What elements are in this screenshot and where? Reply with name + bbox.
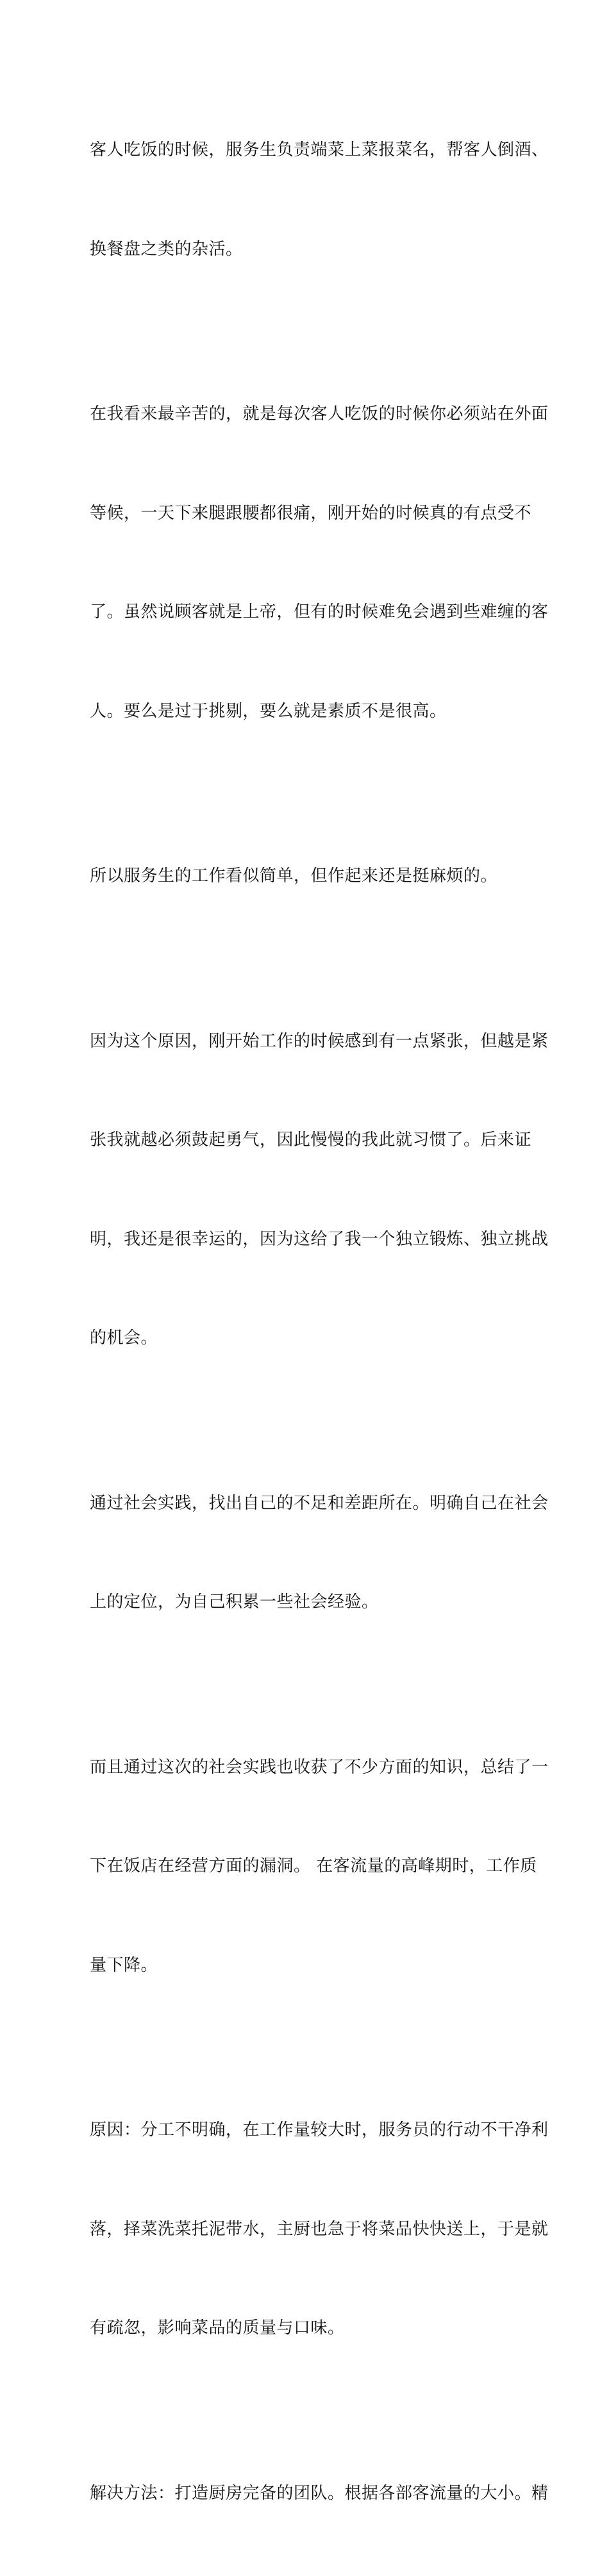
text-line: 因为这个原因，刚开始工作的时候感到有一点紧张，但越是紧: [90, 1025, 522, 1059]
text-line: 解决方法：打造厨房完备的团队。根据各部客流量的大小。精: [90, 2477, 522, 2511]
text-line: 所以服务生的工作看似简单，但作起来还是挺麻烦的。: [90, 860, 522, 893]
body-text: [90, 68, 522, 2576]
text-line: 换餐盘之类的杂活。: [90, 233, 522, 267]
text-line: 上的定位，为自己积累一些社会经验。: [90, 1586, 522, 1619]
text-line: 人。要么是过于挑剔，要么就是素质不是很高。: [90, 695, 522, 729]
text-line: 明，我还是很幸运的，因为这给了我一个独立锻炼、独立挑战: [90, 1223, 522, 1257]
text-line: 量下降。: [90, 1949, 522, 1983]
paragraph: [90, 2411, 522, 2576]
text-line: 而且通过这次的社会实践也收获了不少方面的知识，总结了一: [90, 1751, 522, 1785]
text-line: 张我就越必须鼓起勇气，因此慢慢的我此就习惯了。后来证: [90, 1124, 522, 1157]
text-line: 通过社会实践，找出自己的不足和差距所在。明确自己在社会: [90, 1487, 522, 1521]
paragraph: [90, 959, 522, 1421]
document-page: [0, 0, 609, 788]
text-line: 了。虽然说顾客就是上帝，但有的时候难免会遇到些难缠的客: [90, 596, 522, 629]
paragraph: [90, 1685, 522, 2049]
text-line: 落，择菜洗菜托泥带水，主厨也急于将菜品快快送上，于是就: [90, 2213, 522, 2247]
paragraph: [90, 1421, 522, 1685]
text-line: 客人吃饭的时候，服务生负责端菜上菜报菜名，帮客人倒酒、: [90, 134, 522, 167]
text-line: 有疏忽，影响菜品的质量与口味。: [90, 2312, 522, 2345]
text-line: 等候，一天下来腿跟腰都很痛，刚开始的时候真的有点受不: [90, 497, 522, 531]
text-line: 在我看来最辛苦的，就是每次客人吃饭的时候你必须站在外面: [90, 398, 522, 431]
paragraph: [90, 794, 522, 959]
paragraph: [90, 2048, 522, 2411]
text-line: 的机会。: [90, 1322, 522, 1355]
text-line: 原因：分工不明确，在工作量较大时，服务员的行动不干净利: [90, 2114, 522, 2147]
paragraph: [90, 332, 522, 794]
paragraph: [90, 68, 522, 332]
text-line: 下在饭店在经营方面的漏洞。 在客流量的高峰期时，工作质: [90, 1850, 522, 1883]
